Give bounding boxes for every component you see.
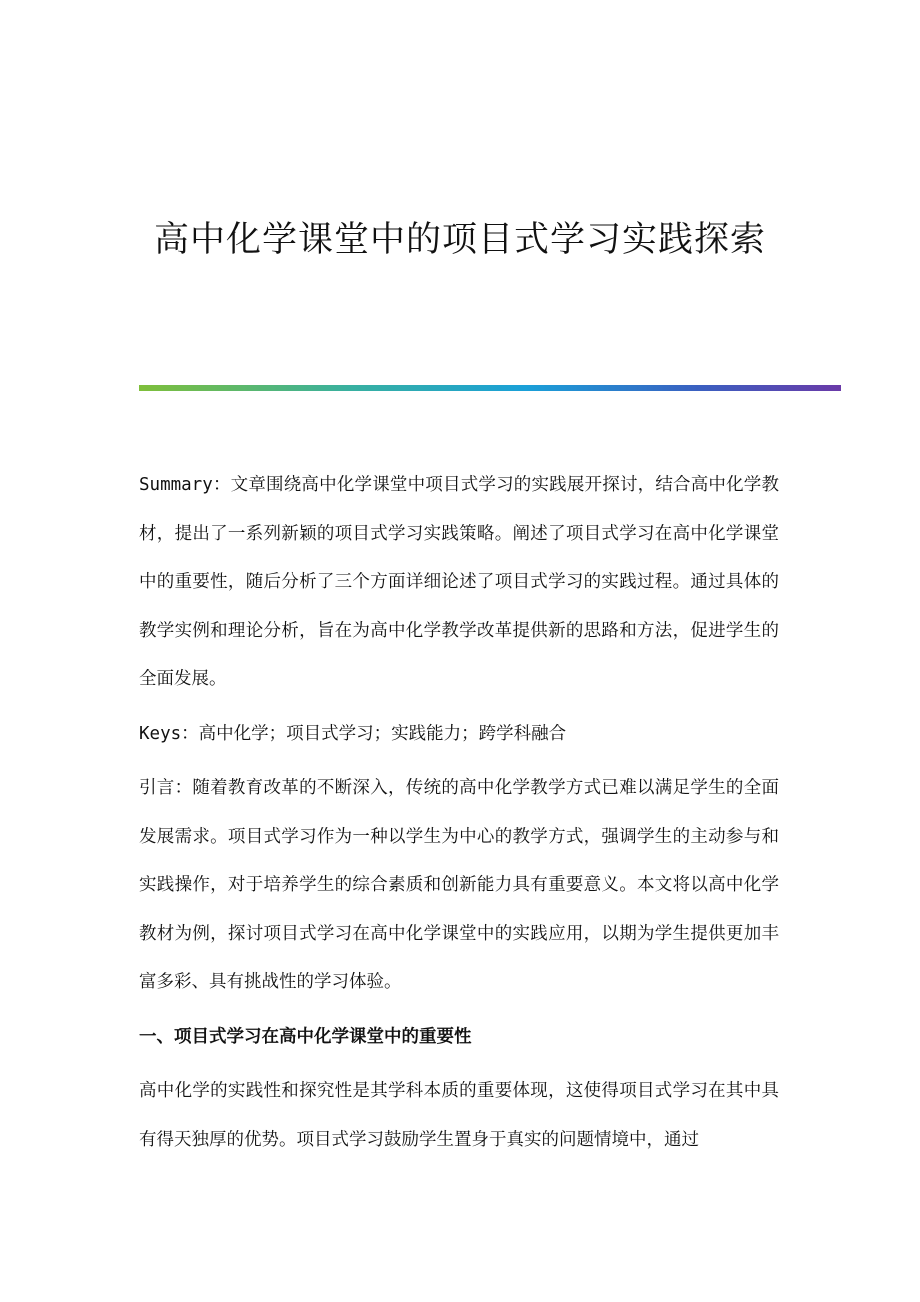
summary-label: Summary： — [139, 475, 231, 495]
keys-text: 高中化学；项目式学习；实践能力；跨学科融合 — [198, 723, 567, 744]
summary-paragraph — [139, 461, 779, 704]
page-title: 高中化学课堂中的项目式学习实践探索 — [153, 220, 766, 260]
section-paragraph: 高中化学的实践性和探究性是其学科本质的重要体现，这使得项目式学习在其中具有得天独厚的优势。项目式学习鼓励学生置身于真实的问题情境中，通过 — [139, 1081, 779, 1150]
keys-label: Keys： — [139, 723, 199, 744]
section-heading: 一、项目式学习在高中化学课堂中的重要性 — [139, 1026, 472, 1047]
title-divider — [139, 385, 841, 391]
document-body — [139, 461, 779, 1170]
intro-text: 随着教育改革的不断深入，传统的高中化学教学方式已难以满足学生的全面发展需求。项目式学习作为一种以学生为中心的教学方式，强调学生的主动参与和实践操作，对于培养学生的综合素质和创新能力具有重要意义。本文将以高中化学教材为例，探讨项目式学习在高中化学课堂中的实践应用，以期为学生提供更加丰富多彩、具有挑战性的学习体验。 — [139, 778, 779, 992]
summary-text: 文章围绕高中化学课堂中项目式学习的实践展开探讨，结合高中化学教材，提出了一系列新颖的项目式学习实践策略。阐述了项目式学习在高中化学课堂中的重要性，随后分析了三个方面详细论述了项目式学习的实践过程。通过具体的教学实例和理论分析，旨在为高中化学教学改革提供新的思路和方法，促进学生的全面发展。 — [139, 475, 779, 689]
intro-label: 引言： — [139, 778, 193, 798]
intro-paragraph — [139, 764, 779, 1007]
keys-paragraph — [139, 710, 779, 759]
